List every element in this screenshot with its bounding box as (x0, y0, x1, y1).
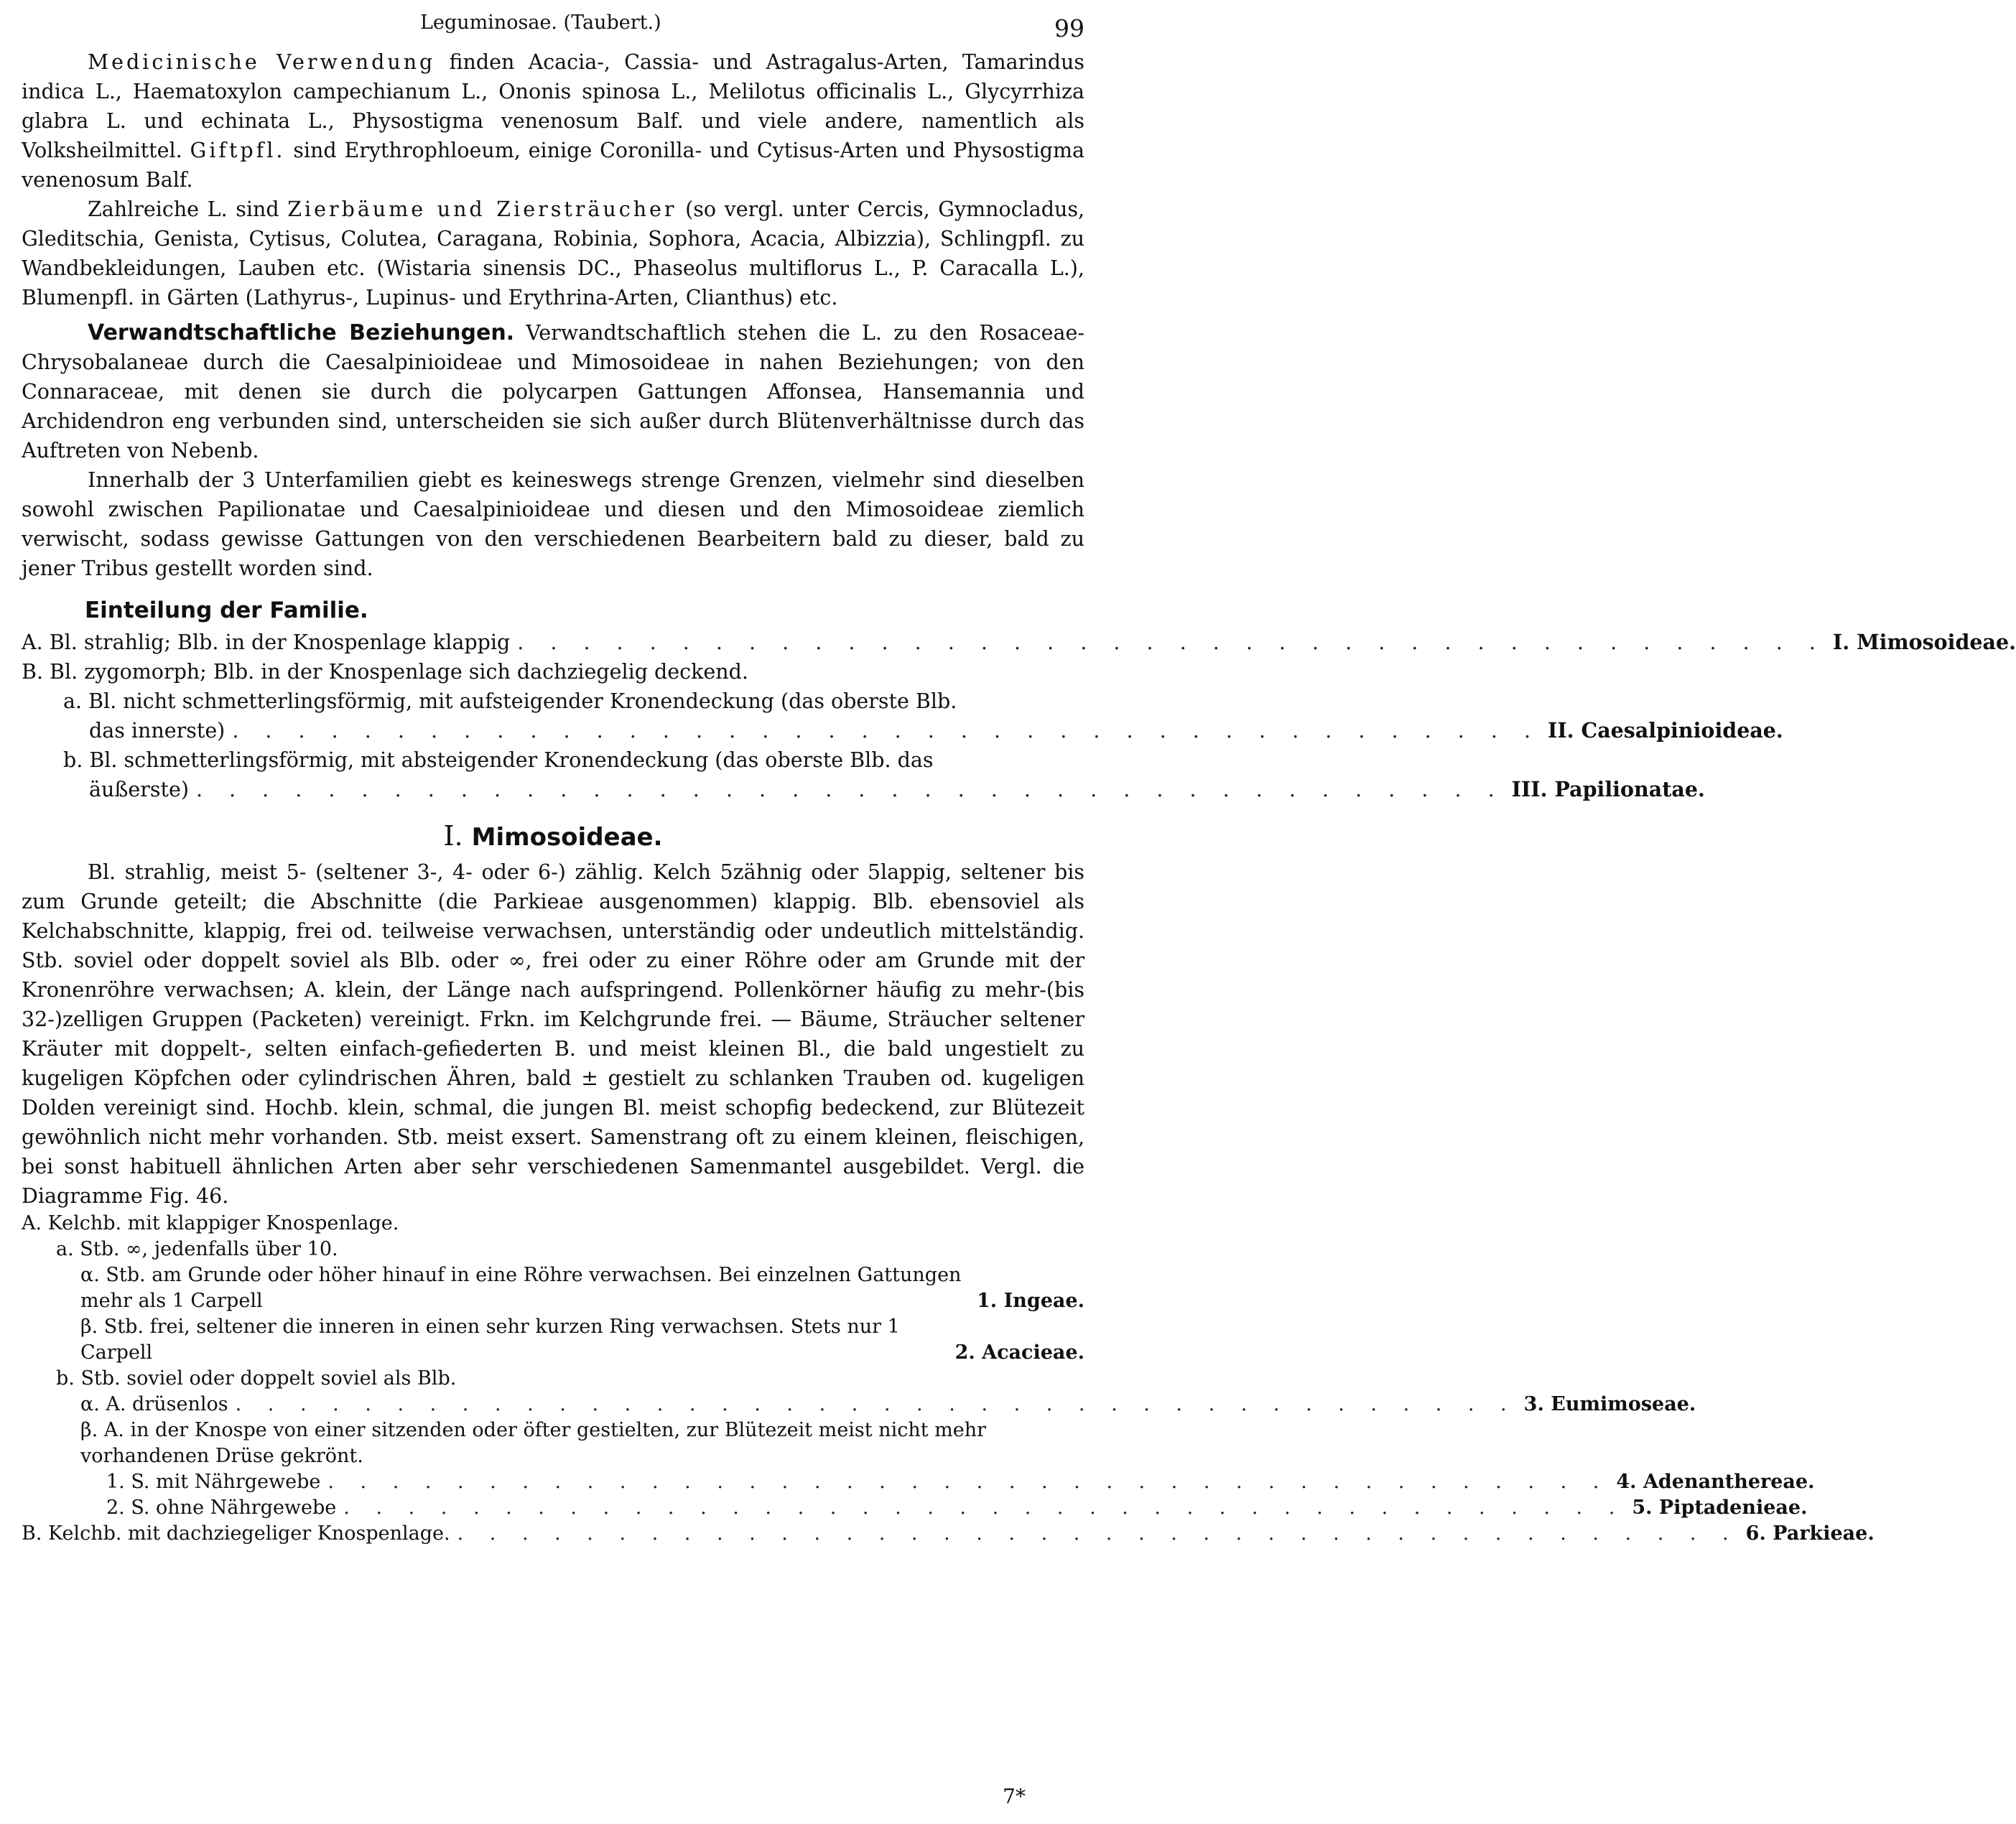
section-heading: Verwandtschaftliche Beziehungen. (88, 320, 515, 345)
paragraph-ornamental (22, 195, 1084, 312)
key-label: α. A. drüsenlos (80, 1393, 228, 1415)
key-subfamilies (22, 628, 2016, 804)
running-title: Leguminosae. (Taubert.) (420, 11, 661, 34)
dot-leader: . . . . . . . . . . . . . . . . . . . . . . . . . . . . . . . . . . . . . . . . (517, 631, 1826, 654)
dot-leader: . . . . . . . . . . . . . . . . . . . . . . . . . . . . . . . . . . . . . . . . (457, 1522, 1739, 1545)
key-branch-a (22, 687, 1783, 745)
key-row (22, 1521, 1875, 1547)
key-label: a. Stb. ∞, jedenfalls über 10. (56, 1238, 338, 1260)
key-label: das innerste) (89, 719, 226, 743)
spaced-term: Medicinische Verwendung (88, 50, 436, 74)
key-result: III. Papilionatae. (1511, 777, 1705, 801)
key-row (22, 1262, 1084, 1314)
key-branch-b (22, 745, 1705, 804)
body-text (22, 47, 1084, 583)
signature-mark: 7* (1003, 1785, 1026, 1808)
dot-leader: . . . . . . . . . . . . . . . . . . . . . . . . . . . . . . . . . . . . . . . . (232, 719, 1541, 743)
mimosoideae-description (22, 857, 1084, 1211)
spaced-term: Giftpfl. (190, 139, 286, 162)
paragraph-relations (22, 318, 1084, 465)
key-label: β. A. in der Knospe von einer sitzenden oder öfter gestielten, zur Blütezeit meist nicht mehr vorhandenen Drüse gekrönt. (80, 1419, 987, 1467)
key-label: 1. S. mit Nährgewebe (106, 1471, 321, 1493)
paragraph-text: Innerhalb der 3 Unterfamilien giebt es keineswegs strenge Grenzen, vielmehr sind dieselben sowohl zwischen Papilionatae und Caesalpinioideae und diesen und den Mimosoideae ziemlich verwischt, sodass gewisse Gattungen von den verschiedenen Bearbeitern bald zu dieser, bald zu jener Tribus gestellt worden sind. (22, 468, 1084, 580)
paragraph-text: Verwandtschaftlich stehen die L. zu den Rosaceae-Chrysobalaneae durch die Caesalpinioideae und Mimosoideae in nahen Beziehungen; von den Connaraceae, mit denen sie durch die polycarpen Gattungen Affonsea, Hansemannia und Archidendron eng verbunden sind, unterscheiden sie sich außer durch Blütenverhältnisse durch das Auftreten von Nebenb. (22, 321, 1084, 462)
key-row (22, 657, 1084, 687)
paragraph-subfamilies (22, 465, 1084, 583)
key-row (63, 716, 1783, 745)
subfamily-name: Mimosoideae. (471, 823, 663, 852)
key-label: b. Stb. soviel oder doppelt soviel als Blb. (56, 1367, 457, 1390)
dot-leader: . . . . . . . . . . . . . . . . . . . . . . . . . . . . . . . . . . . . . . . . (343, 1497, 1625, 1519)
key-label: β. Stb. frei, seltener die inneren in einen sehr kurzen Ring verwachsen. Stets nur 1 Carpell (80, 1316, 900, 1364)
paragraph-medical-use (22, 47, 1084, 195)
subfamily-title (22, 820, 1084, 852)
key-label: a. Bl. nicht schmetterlingsförmig, mit aufsteigender Kronendeckung (das oberste Blb. (63, 689, 957, 713)
paragraph-text: sind Erythrophloeum, einige Coronilla- und Cytisus-Arten und Physostigma venenosum Balf. (22, 139, 1084, 192)
key-row (22, 628, 2016, 657)
key-row (63, 775, 1705, 804)
key-label: b. Bl. schmetterlingsförmig, mit absteigender Kronendeckung (das oberste Blb. das (63, 748, 934, 772)
key-result: 4. Adenanthereae. (1616, 1471, 1815, 1493)
key-result: 1. Ingeae. (977, 1290, 1084, 1312)
key-label: A. Kelchb. mit klappiger Knospenlage. (22, 1212, 399, 1234)
page-number: 99 (1054, 14, 1084, 42)
running-header (22, 9, 1084, 47)
key-result: 2. Acacieae. (954, 1341, 1084, 1364)
key-label: 2. S. ohne Nährgewebe (106, 1497, 337, 1519)
key-row (22, 1495, 1808, 1521)
dot-leader: . . . . . . . . . . . . . . . . . . . . . . . . . . . . . . . . . . . . . . . . (195, 778, 1505, 801)
dot-leader: . . . . . . . . . . . . . . . . . . . . . . . . . . . . . . . . . . . . . . . . (235, 1393, 1517, 1415)
key-row (22, 1314, 1084, 1366)
key-label: B. Kelchb. mit dachziegeliger Knospenlage. (22, 1522, 450, 1545)
key-result: 3. Eumimoseae. (1523, 1393, 1696, 1415)
key-result: 5. Piptadenieae. (1632, 1497, 1808, 1519)
subfamily-number: I. (443, 820, 463, 852)
paragraph-text: (so vergl. unter Cercis, Gymnocladus, Gleditschia, Genista, Cytisus, Colutea, Caragana, Robinia, Sophora, Acacia, Albizzia), Schlingpfl. zu Wandbekleidungen, Lauben etc. (Wistaria sinensis DC., Phaseolus multiflorus L., P. Caracalla L.), Blumenpfl. in Gärten (Lathyrus-, Lupinus- und Erythrina-Arten, Clianthus) etc. (22, 197, 1084, 310)
paragraph-text: finden Acacia-, Cassia- und Astragalus-Arten, Tamarindus indica L., Haematoxylon campechianum L., Ononis spinosa L., Melilotus officinalis L., Glycyrrhiza glabra L. und echinata L., Physostigma venenosum Balf. und viele andere, namentlich als Volksheilmittel. (22, 50, 1084, 162)
key-label: B. Bl. zygomorph; Blb. in der Knospenlage sich dachziegelig deckend. (22, 660, 748, 684)
key-label: A. Bl. strahlig; Blb. in der Knospenlage klappig (22, 631, 511, 654)
key-row (22, 1469, 1815, 1495)
key-row (22, 1392, 1696, 1418)
dot-leader: . . . . . . . . . . . . . . . . . . . . . . . . . . . . . . . . . . . . . . . . (328, 1471, 1609, 1493)
key-result: I. Mimosoideae. (1832, 630, 2016, 654)
key-result: 6. Parkieae. (1745, 1522, 1875, 1545)
page (22, 9, 2016, 1547)
key-tribes (22, 1211, 1875, 1547)
key-label: äußerste) (89, 778, 189, 801)
section-heading-classification: Einteilung der Familie. (85, 597, 368, 623)
key-label: α. Stb. am Grunde oder höher hinauf in eine Röhre verwachsen. Bei einzelnen Gattungen mehr als 1 Carpell (80, 1264, 962, 1312)
key-result: II. Caesalpinioideae. (1548, 718, 1783, 743)
spaced-term: Zierbäume und Ziersträucher (287, 197, 677, 221)
paragraph-text: Zahlreiche L. sind (88, 197, 288, 221)
paragraph-description: Bl. strahlig, meist 5- (seltener 3-, 4- oder 6-) zählig. Kelch 5zähnig oder 5lappig, seltener bis zum Grunde geteilt; die Abschnitte (die Parkieae ausgenommen) klappig. Blb. ebensoviel als Kelchabschnitte, klappig, frei od. teilweise verwachsen, unterständig oder undeutlich mittelständig. Stb. soviel oder doppelt soviel als Blb. oder ∞, frei oder zu einer Röhre oder am Grunde mit der Kronenröhre verwachsen; A. klein, der Länge nach aufspringend. Pollenkörner häufig zu mehr-(bis 32-)zelligen Gruppen (Packeten) vereinigt. Frkn. im Kelchgrunde frei. — Bäume, Sträucher seltener Kräuter mit doppelt-, selten einfach-gefiederten B. und meist kleinen Bl., die bald ungestielt zu kugeligen Köpfchen oder cylindrischen Ähren, bald ± gestielt zu schlanken Trauben od. kugeligen Dolden vereinigt sind. Hochb. klein, schmal, die jungen Bl. meist schopfig bedeckend, zur Blütezeit gewöhnlich nicht mehr vorhanden. Stb. meist exsert. Samenstrang oft zu einem kleinen, fleischigen, bei sonst habituell ähnlichen Arten aber sehr verschiedenen Samenmantel ausgebildet. Vergl. die Diagramme Fig. 46. (22, 860, 1084, 1208)
